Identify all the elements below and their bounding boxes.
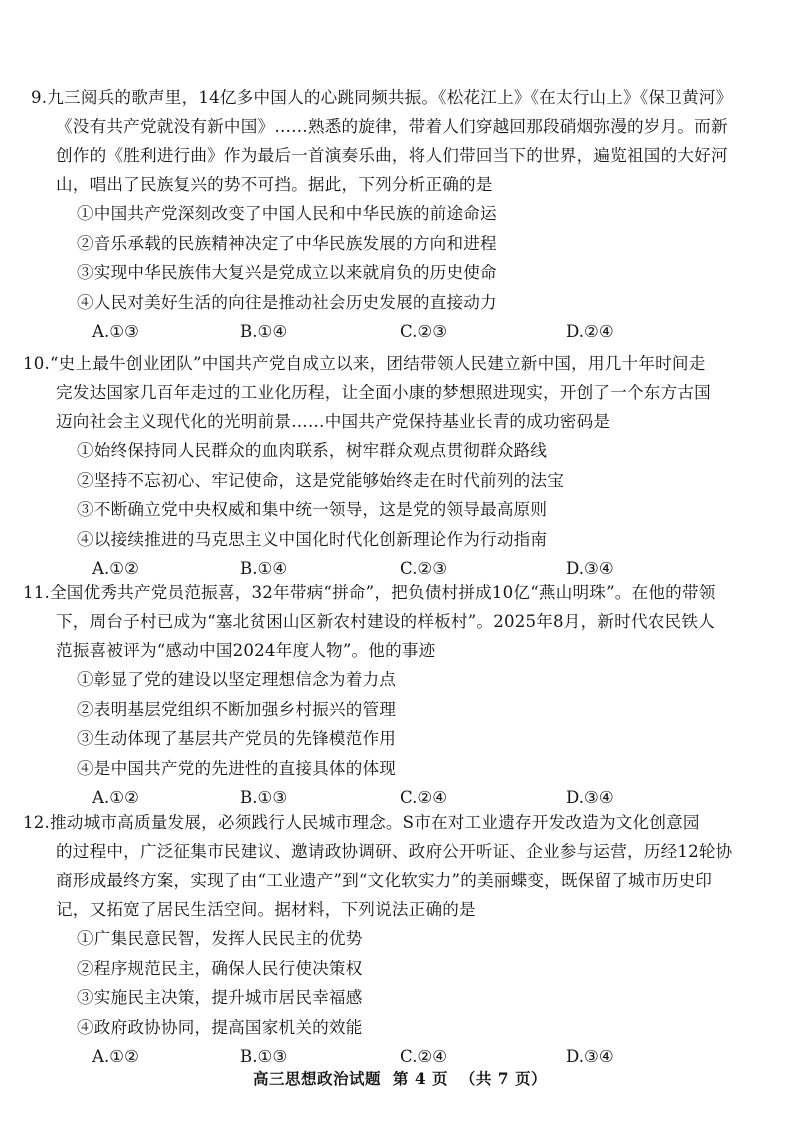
statement-1: ①始终保持同人民群众的血肉联系，树牢群众观点贯彻群众路线 [77,441,548,460]
option-c: C.②③ [400,322,448,341]
question-stem-line: 迈向社会主义现代化的光明前景……中国共产党保持基业长青的成功密码是 [56,412,611,431]
statement-3: ③实施民主决策，提升城市居民幸福感 [77,988,363,1007]
question-12 [23,808,756,1072]
question-stem-line: 12.推动城市高质量发展，必须践行人民城市理念。S市在对工业遗存开发改造为文化创意园 [23,813,700,832]
option-a: A.①② [92,788,140,807]
option-a: A.①③ [92,322,140,341]
option-d: D.②④ [566,322,614,341]
statement-3: ③实现中华民族伟大复兴是党成立以来就肩负的历史使命 [77,263,497,282]
footer-page-number: 第 4 页 [392,1069,448,1088]
question-stem-line: 11.全国优秀共产党员范振喜，32年带病“拼命”，把负债村拼成10亿“燕山明珠”。在他的带领 [23,583,716,602]
option-b: B.①③ [240,788,288,807]
footer-total-pages: （共 7 页） [459,1069,547,1088]
question-stem-line: 商形成最终方案，实现了由“工业遗产”到“文化软实力”的美丽蝶变，既保留了城市历史印 [56,871,713,890]
statement-4: ④人民对美好生活的向往是推动社会历史发展的直接动力 [77,292,497,312]
option-d: D.③④ [566,788,614,807]
statement-1: ①中国共产党深刻改变了中国人民和中华民族的前途命运 [77,204,497,223]
page-footer [0,1067,800,1089]
statement-3: ③生动体现了基层共产党员的先锋模范作用 [77,729,397,748]
option-c: C.②④ [400,788,448,807]
question-stem-line: 9.九三阅兵的歌声里，14亿多中国人的心跳同频共振。《松花江上》《在太行山上》《保卫黄河》 [31,88,733,107]
question-11 [23,578,756,813]
question-stem-line: 山，唱出了民族复兴的势不可挡。据此，下列分析正确的是 [56,175,493,194]
option-b: B.①④ [240,559,288,578]
question-10 [23,349,756,584]
question-9 [31,83,756,347]
statement-1: ①彰显了党的建设以坚定理想信念为着力点 [77,670,397,689]
question-stem-line: 下，周台子村已成为“塞北贫困山区新农村建设的样板村”。2025年8月，新时代农民铁人 [56,612,715,631]
statement-4: ④政府政协协同，提高国家机关的效能 [77,1017,363,1037]
statement-1: ①广集民意民智，发挥人民民主的优势 [77,929,363,948]
statement-3: ③不断确立党中央权威和集中统一领导，这是党的领导最高原则 [77,500,548,519]
option-c: C.②③ [400,559,448,578]
question-stem-line: 记，又拓宽了居民生活空间。据材料，下列说法正确的是 [56,900,476,919]
statement-2: ②坚持不忘初心、牢记使命，这是党能够始终走在时代前列的法宝 [77,470,565,490]
statement-4: ④以接续推进的马克思主义中国化时代化创新理论作为行动指南 [77,529,548,549]
option-b: B.①④ [240,322,288,341]
option-c: C.②④ [400,1047,448,1066]
question-stem-line: 《没有共产党就没有新中国》……熟悉的旋律，带着人们穿越回那段硝烟弥漫的岁月。而新 [56,117,728,136]
answer-options [56,317,756,347]
statement-2: ②音乐承载的民族精神决定了中华民族发展的方向和进程 [77,233,497,253]
statement-2: ②表明基层党组织不断加强乡村振兴的管理 [77,699,397,719]
question-stem-line: 10.“史上最牛创业团队”中国共产党自成立以来，团结带领人民建立新中国，用几十年时间走 [23,354,706,373]
option-b: B.①③ [240,1047,288,1066]
option-a: A.①② [92,559,140,578]
option-a: A.①② [92,1047,140,1066]
question-stem-line: 的过程中，广泛征集市民建议、邀请政协调研、政府公开听证、企业参与运营，历经12轮协 [56,842,733,861]
option-d: D.③④ [566,559,614,578]
question-stem-line: 完发达国家几百年走过的工业化历程，让全面小康的梦想照进现实，开创了一个东方古国 [56,383,711,402]
statement-2: ②程序规范民主，确保人民行使决策权 [77,958,363,978]
question-stem-line: 创作的《胜利进行曲》作为最后一首演奏乐曲，将人们带回当下的世界，遍览祖国的大好河 [56,146,728,165]
question-stem-line: 范振喜被评为“感动中国2024年度人物”。他的事迹 [56,641,436,660]
option-d: D.③④ [566,1047,614,1066]
footer-subject: 高三思想政治试题 [253,1069,382,1088]
statement-4: ④是中国共产党的先进性的直接具体的体现 [77,758,397,778]
